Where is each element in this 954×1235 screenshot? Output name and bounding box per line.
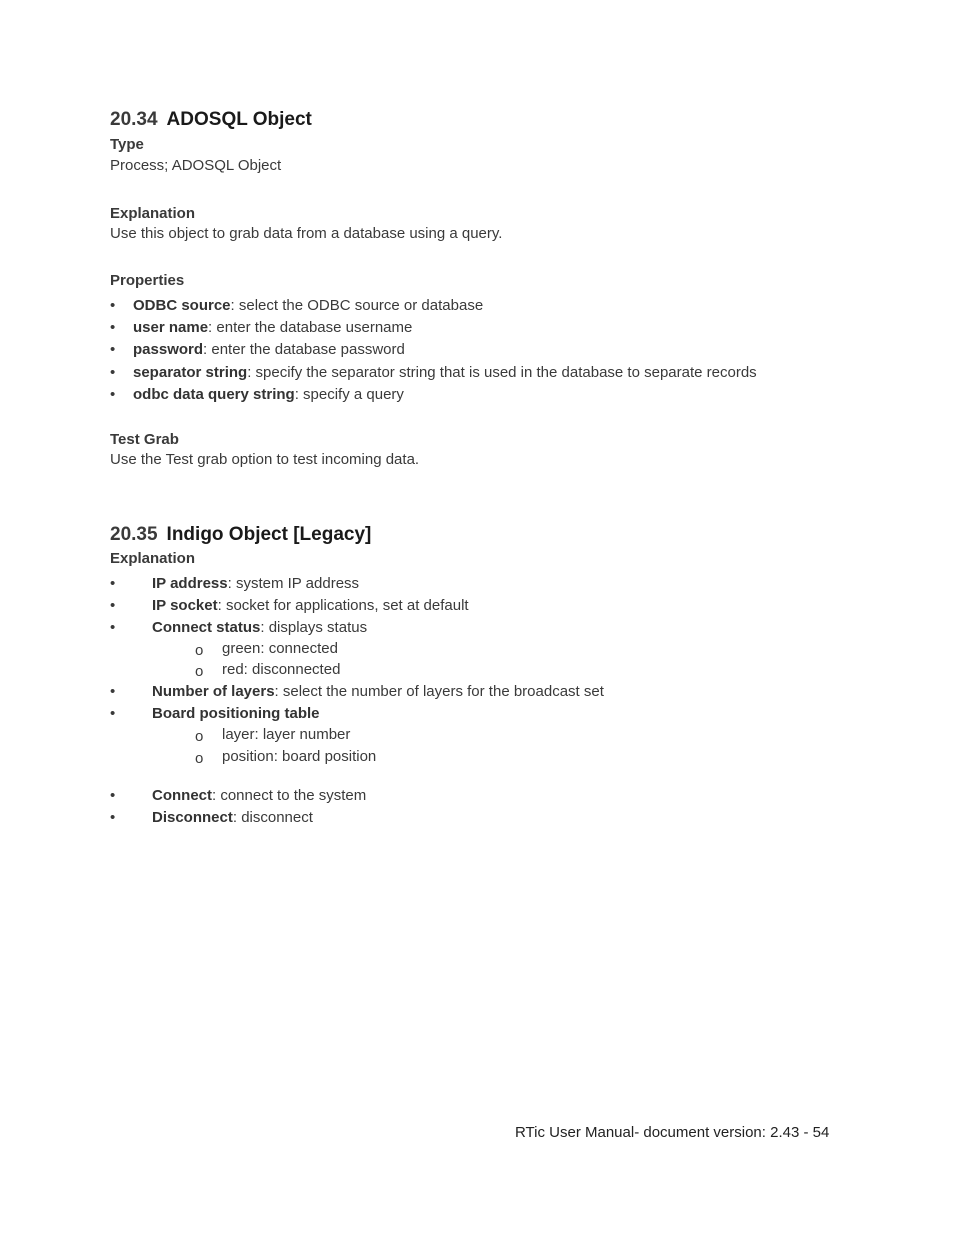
item-term: IP socket — [152, 597, 218, 614]
list-item — [110, 386, 404, 403]
explanation-label: Explanation — [110, 205, 196, 222]
bullet-icon: • — [110, 597, 116, 614]
list-item — [110, 364, 757, 381]
item-term: Connect — [152, 787, 212, 804]
list-item — [110, 787, 366, 804]
type-label: Type — [110, 136, 144, 153]
item-term: IP address — [152, 575, 228, 592]
bullet-icon: • — [110, 787, 116, 804]
item-term: Number of layers — [152, 683, 275, 700]
property-desc: : enter the database password — [203, 341, 405, 358]
property-term: password — [133, 341, 204, 358]
section-number: 20.34 — [110, 109, 158, 130]
sub-item-text: position: board position — [222, 748, 377, 765]
section-heading-20-35 — [110, 524, 371, 546]
bullet-icon: • — [110, 809, 116, 826]
test-grab-label: Test Grab — [110, 431, 179, 448]
property-term: separator string — [133, 364, 248, 381]
list-item — [110, 597, 469, 614]
item-term: Disconnect — [152, 809, 233, 826]
sub-list-item — [195, 661, 340, 678]
list-item — [110, 683, 604, 700]
sub-list-item — [195, 748, 376, 765]
property-term: user name — [133, 319, 209, 336]
list-item — [110, 341, 405, 358]
section-heading-20-34 — [110, 109, 312, 131]
bullet-icon: • — [110, 364, 116, 381]
bullet-icon: • — [110, 575, 116, 592]
item-desc: : disconnect — [232, 809, 313, 826]
property-desc: : specify the separator string that is used in the database to separate records — [247, 364, 757, 381]
list-item — [110, 319, 412, 336]
sub-item-text: layer: layer number — [222, 726, 351, 743]
property-desc: : enter the database username — [208, 319, 413, 336]
sub-item-text: green: connected — [222, 640, 338, 657]
item-desc: : socket for applications, set at default — [217, 597, 469, 614]
sub-list-item — [195, 640, 338, 657]
bullet-icon: • — [110, 619, 116, 636]
item-desc: : displays status — [260, 619, 368, 636]
sub-list-item — [195, 726, 350, 743]
item-term: Board positioning table — [152, 705, 320, 722]
list-item — [110, 619, 367, 636]
circle-bullet-icon: o — [195, 642, 204, 659]
property-desc: : specify a query — [294, 386, 404, 403]
test-grab-text: Use the Test grab option to test incoming data. — [110, 451, 420, 468]
sub-item-text: red: disconnected — [222, 661, 341, 678]
properties-label: Properties — [110, 272, 185, 289]
list-item — [110, 575, 359, 592]
bullet-icon: • — [110, 705, 116, 722]
bullet-icon: • — [110, 341, 116, 358]
bullet-icon: • — [110, 319, 116, 336]
item-desc: : select the number of layers for the broadcast set — [274, 683, 604, 700]
property-term: ODBC source — [133, 297, 231, 314]
list-item — [110, 297, 483, 314]
section-number: 20.35 — [110, 524, 158, 545]
list-item — [110, 809, 313, 826]
bullet-icon: • — [110, 297, 116, 314]
explanation-label: Explanation — [110, 550, 196, 567]
circle-bullet-icon: o — [195, 750, 204, 767]
item-desc: : connect to the system — [212, 787, 367, 804]
circle-bullet-icon: o — [195, 728, 204, 745]
section-title: Indigo Object [Legacy] — [166, 524, 372, 545]
bullet-icon: • — [110, 683, 116, 700]
page-footer: RTic User Manual- document version: 2.43 - 54 — [515, 1124, 830, 1141]
list-item — [110, 705, 320, 722]
property-term: odbc data query string — [133, 386, 295, 403]
item-desc: : system IP address — [227, 575, 360, 592]
property-desc: : select the ODBC source or database — [230, 297, 484, 314]
section-title: ADOSQL Object — [166, 109, 312, 130]
bullet-icon: • — [110, 386, 116, 403]
item-term: Connect status — [152, 619, 261, 636]
type-text: Process; ADOSQL Object — [110, 157, 282, 174]
circle-bullet-icon: o — [195, 663, 204, 680]
explanation-text: Use this object to grab data from a database using a query. — [110, 225, 503, 242]
